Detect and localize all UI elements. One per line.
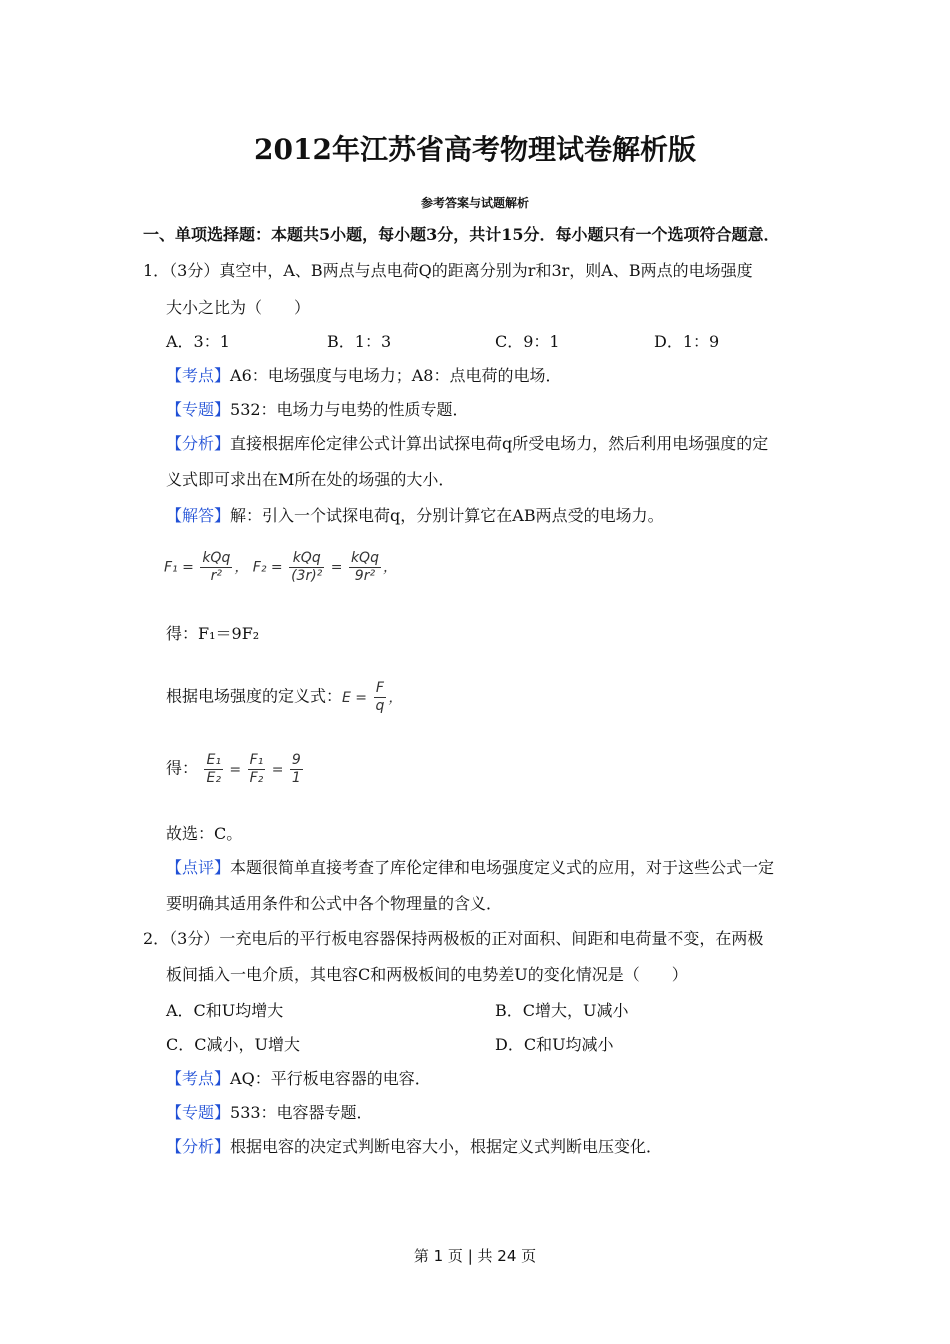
q2-option-d: D．C和U均减小 <box>495 1035 614 1054</box>
q1-kaodian-text: A6：电场强度与电场力；A8：点电荷的电场． <box>230 366 562 385</box>
q1-definition-formula: E = $\frac{F}{q}$ ， <box>342 680 403 714</box>
q2-kaodian <box>166 1066 431 1089</box>
q1-jieda-tag: 【解答】 <box>166 506 231 525</box>
q1-option-c: C．9：1 <box>495 332 560 351</box>
q1-formula-coulomb: F₁ = $\frac{\text{kQq}}{\text{r²}}$ ， F₂ = $\frac{\text{kQq}}{\text{(3r)²}}$ = $\frac{\text{kQq}}{\text{9r²}}$ ， <box>164 550 397 584</box>
q1-result-force: 得：F₁＝9F₂ <box>166 624 260 643</box>
q1-option-d: D．1：9 <box>654 332 720 351</box>
section-heading: 一、单项选择题：本题共5小题，每小题3分，共计15分．每小题只有一个选项符合题意． <box>143 225 780 244</box>
q1-dianping-text1: 本题很简单直接考查了库伦定律和电场强度定义式的应用，对于这些公式一定 <box>230 858 775 877</box>
q1-fenxi-tag: 【分析】 <box>166 434 231 453</box>
q2-stem-line2: 板间插入一电介质，其电容C和两极板间的电势差U的变化情况是（ ） <box>166 965 688 984</box>
q1-option-b: B．1：3 <box>327 332 392 351</box>
q1-zhuanti <box>166 397 469 420</box>
q2-kaodian-text: AQ：平行板电容器的电容． <box>230 1069 431 1088</box>
q2-option-c: C．C减小，U增大 <box>166 1035 300 1054</box>
q1-dianping-tag: 【点评】 <box>166 858 231 877</box>
q1-kaodian <box>166 363 562 386</box>
q2-kaodian-tag: 【考点】 <box>166 1069 231 1088</box>
q1-ratio-formula: $\frac{\text{E₁}}{\text{E₂}}$ = $\frac{\text{F₁}}{\text{F₂}}$ = $\frac{9}{1}$ <box>206 752 301 786</box>
q1-option-a: A．3：1 <box>166 332 230 351</box>
q1-fenxi <box>166 431 768 454</box>
q1-fenxi-text1: 直接根据库伦定律公式计算出试探电荷q所受电场力，然后利用电场强度的定 <box>230 434 769 453</box>
q2-zhuanti-tag: 【专题】 <box>166 1103 231 1122</box>
q1-stem-line1: 1．（3分）真空中，A、B两点与点电荷Q的距离分别为r和3r，则A、B两点的电场强度 <box>143 261 753 280</box>
q2-fenxi <box>166 1134 662 1157</box>
q2-zhuanti <box>166 1100 373 1123</box>
q1-dianping-text2: 要明确其适用条件和公式中各个物理量的含义． <box>166 894 503 913</box>
q2-fenxi-tag: 【分析】 <box>166 1137 231 1156</box>
q2-fenxi-text: 根据电容的决定式判断电容大小，根据定义式判断电压变化． <box>230 1137 663 1156</box>
q2-option-a: A．C和U均增大 <box>166 1001 284 1020</box>
document-title: 2012年江苏省高考物理试卷解析版 <box>254 133 696 166</box>
q1-stem-line2: 大小之比为（ ） <box>166 298 311 317</box>
q1-zhuanti-text: 532：电场力与电势的性质专题． <box>230 400 469 419</box>
page-footer: 第 1 页 | 共 24 页 <box>413 1247 537 1265</box>
q1-jieda-text: 解：引入一个试探电荷q，分别计算它在AB两点受的电场力。 <box>230 506 664 525</box>
q1-dianping <box>166 855 774 878</box>
q2-stem-line1: 2．（3分）一充电后的平行板电容器保持两极板的正对面积、间距和电荷量不变，在两极 <box>143 929 764 948</box>
q1-zhuanti-tag: 【专题】 <box>166 400 231 419</box>
q1-definition: 根据电场强度的定义式：E = $\frac{F}{q}$ ， <box>166 680 403 714</box>
q1-kaodian-tag: 【考点】 <box>166 366 231 385</box>
q1-jieda <box>166 503 664 526</box>
document-subtitle: 参考答案与试题解析 <box>420 196 529 210</box>
q2-option-b: B．C增大，U减小 <box>495 1001 629 1020</box>
q1-fenxi-text2: 义式即可求出在M所在处的场强的大小． <box>166 470 455 489</box>
q1-answer: 故选：C。 <box>166 824 243 843</box>
q1-result-ratio: 得： $\frac{\text{E₁}}{\text{E₂}}$ = $\frac{\text{F₁}}{\text{F₂}}$ = $\frac{9}{1}$ <box>166 752 305 787</box>
q2-zhuanti-text: 533：电容器专题． <box>230 1103 373 1122</box>
